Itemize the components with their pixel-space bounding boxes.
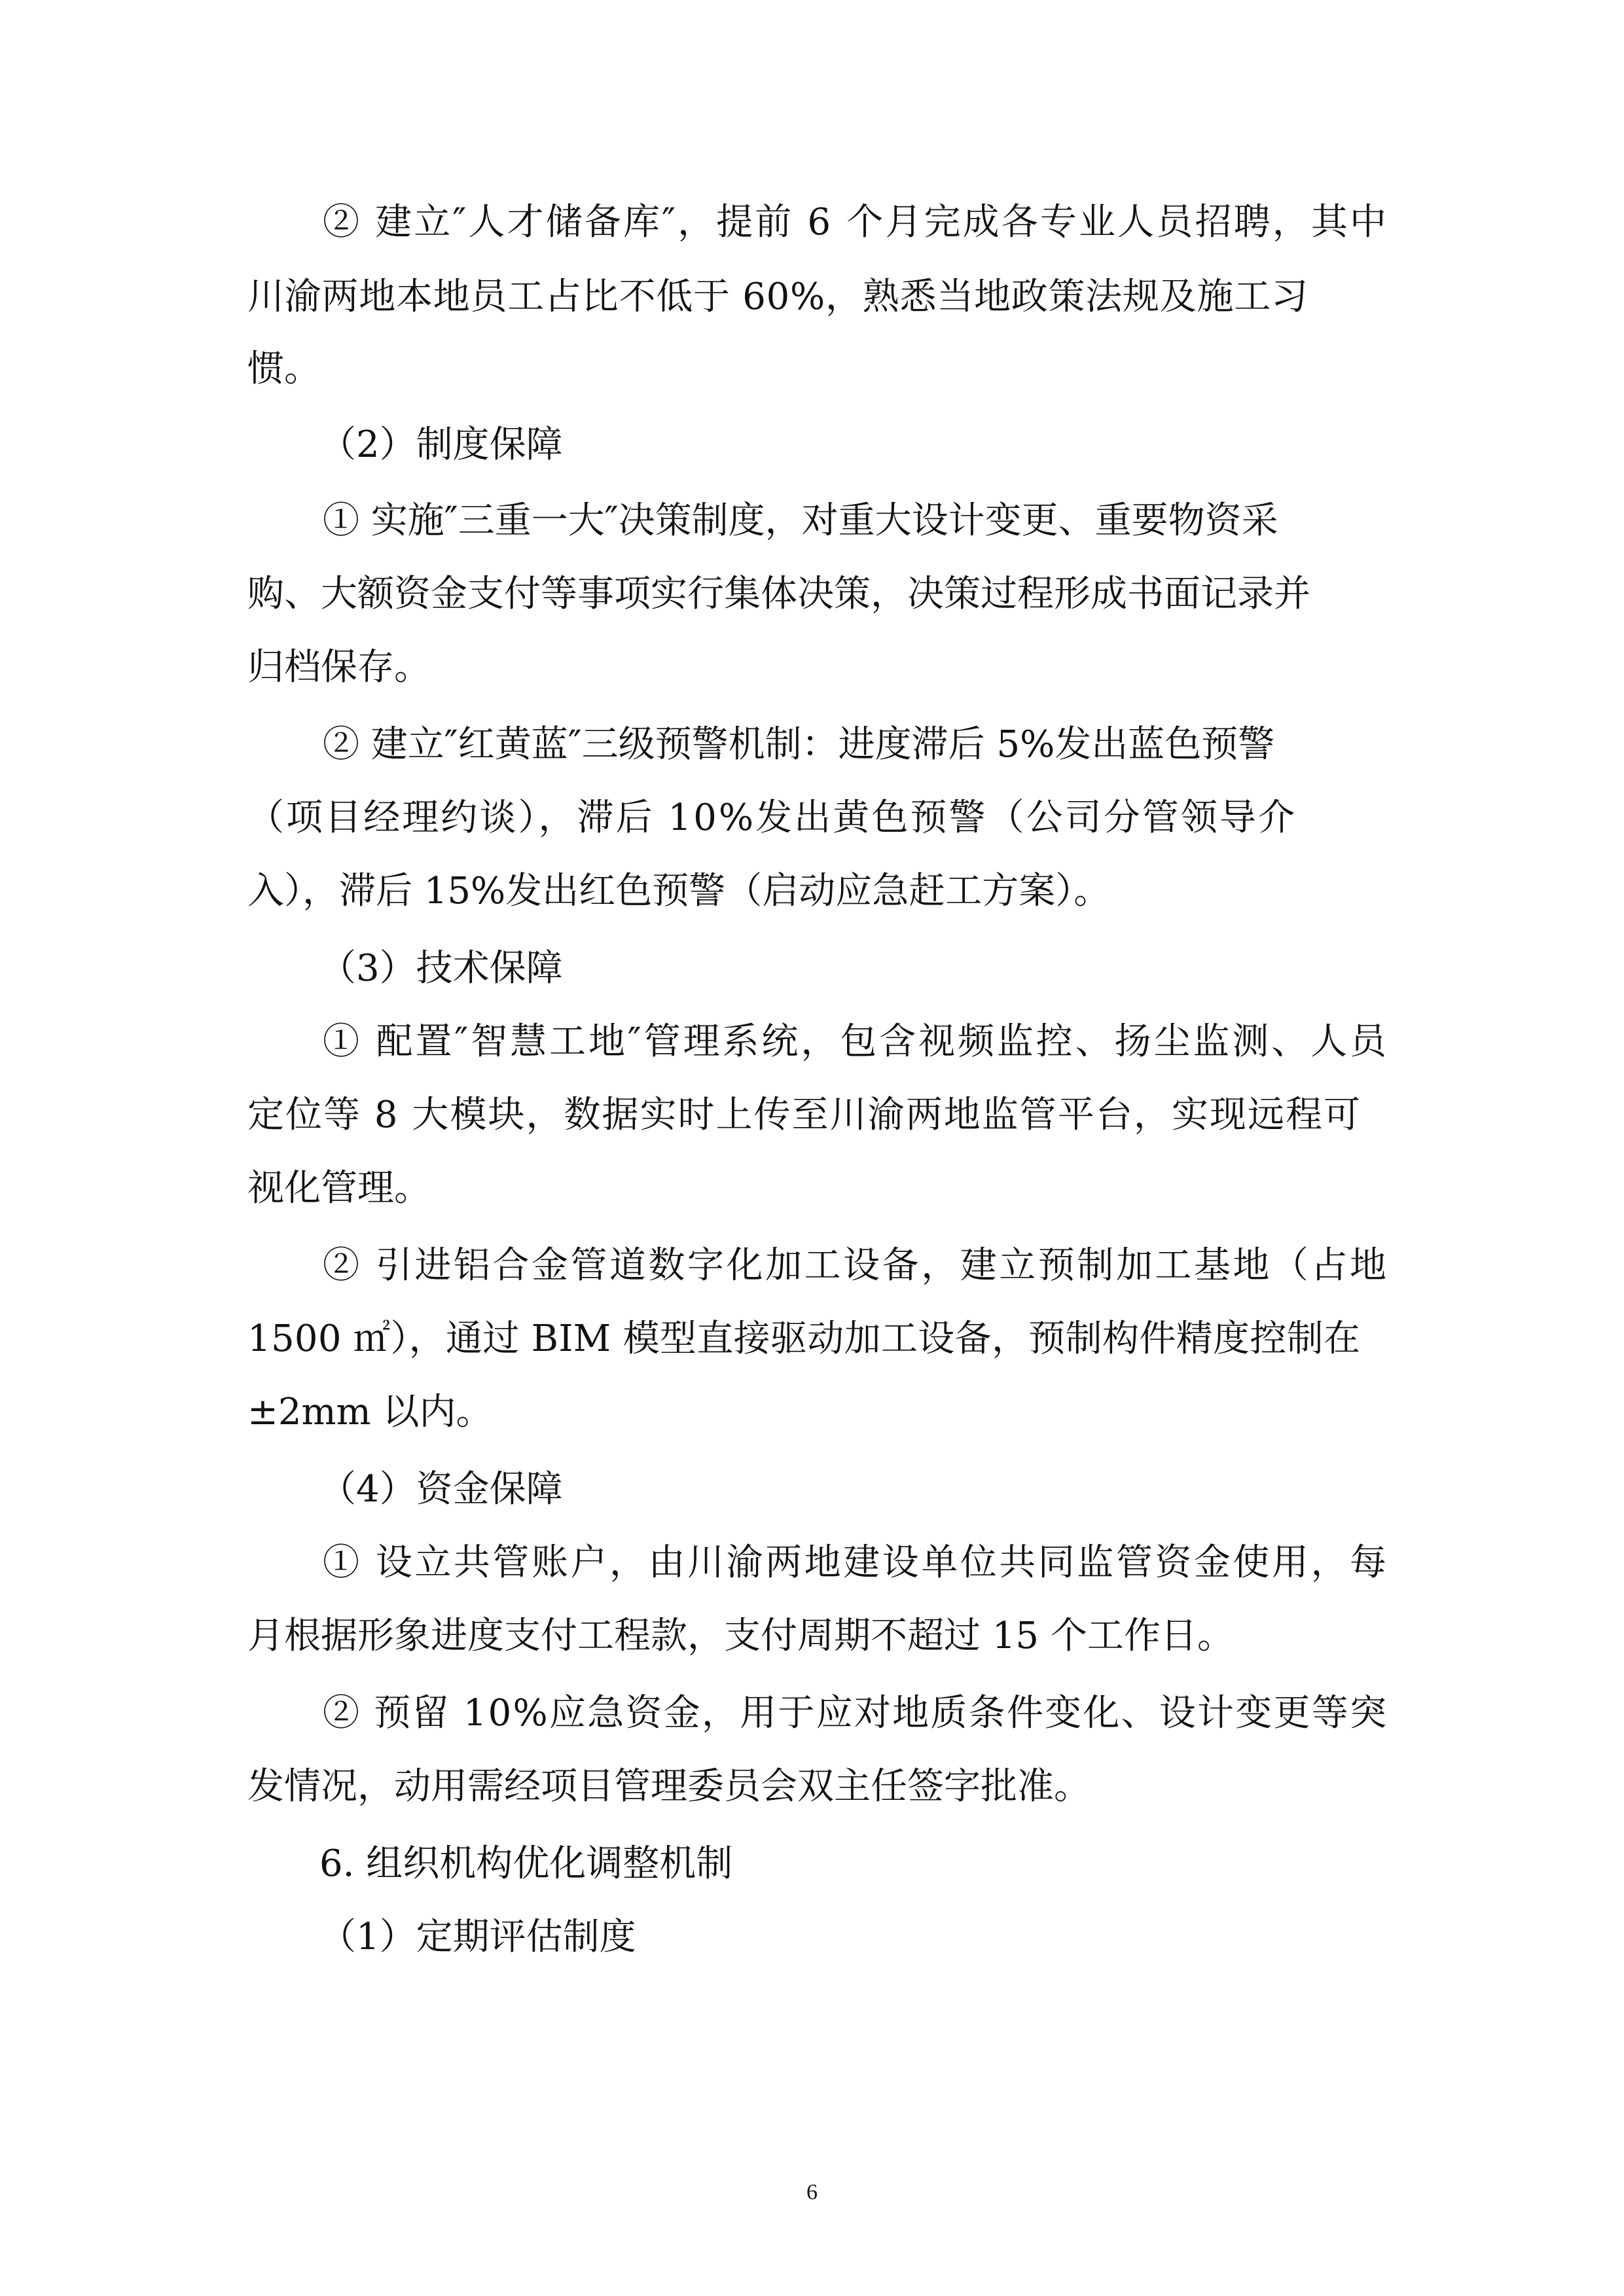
section-heading: 6. 组织机构优化调整机制 — [319, 1842, 733, 1885]
paragraph-line: 发情况，动用需经项目管理委员会双主任签字批准。 — [247, 1765, 1091, 1808]
paragraph-line: 月根据形象进度支付工程款，支付周期不超过 15 个工作日。 — [247, 1615, 1234, 1657]
paragraph-line: ① 实施″三重一大″决策制度，对重大设计变更、重要物资采 — [323, 499, 1278, 542]
paragraph-line: ① 配置″智慧工地″管理系统，包含视频监控、扬尘监测、人员 — [323, 1020, 1389, 1063]
paragraph-line: ② 引进铝合金管道数字化加工设备，建立预制加工基地（占地 — [323, 1244, 1389, 1287]
paragraph-line: 1500 ㎡），通过 BIM 模型直接驱动加工设备，预制构件精度控制在 — [247, 1318, 1361, 1360]
page-number: 6 — [806, 2180, 818, 2204]
paragraph-line: ② 建立″人才储备库″，提前 6 个月完成各专业人员招聘，其中 — [323, 201, 1389, 243]
paragraph-line: ② 建立″红黄蓝″三级预警机制：进度滞后 5%发出蓝色预警 — [323, 723, 1275, 766]
section-heading: （1）定期评估制度 — [319, 1916, 636, 1958]
paragraph-line: 归档保存。 — [247, 646, 431, 689]
paragraph-line: ① 设立共管账户，由川渝两地建设单位共同监管资金使用，每 — [323, 1541, 1389, 1584]
paragraph-line: ±2mm 以内。 — [247, 1391, 493, 1433]
paragraph-line: 川渝两地本地员工占比不低于 60%，熟悉当地政策法规及施工习 — [247, 276, 1308, 318]
paragraph-line: 视化管理。 — [247, 1167, 431, 1210]
paragraph-line: 购、大额资金支付等事项实行集体决策，决策过程形成书面记录并 — [247, 573, 1310, 615]
section-heading: （2）制度保障 — [319, 423, 563, 466]
paragraph-line: 惯。 — [247, 348, 321, 390]
paragraph-line: 入），滞后 15%发出红色预警（启动应急赶工方案）。 — [247, 870, 1111, 912]
paragraph-line: 定位等 8 大模块，数据实时上传至川渝两地监管平台，实现远程可 — [247, 1094, 1362, 1136]
section-heading: （3）技术保障 — [319, 947, 563, 990]
paragraph-line: ② 预留 10%应急资金，用于应对地质条件变化、设计变更等突 — [323, 1692, 1388, 1734]
paragraph-line: （项目经理约谈），滞后 10%发出黄色预警（公司分管领导介 — [247, 797, 1297, 839]
section-heading: （4）资金保障 — [319, 1468, 563, 1511]
